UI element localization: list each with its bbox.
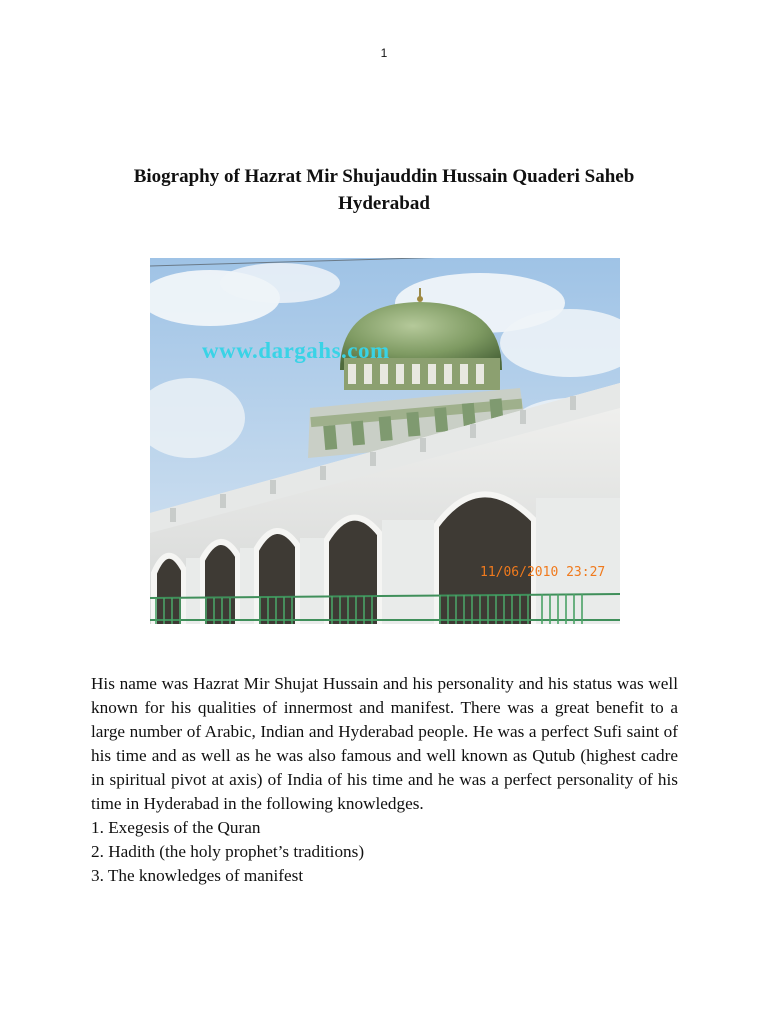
list-item-emphasis: (the holy prophet’s traditions) <box>159 842 365 861</box>
page-number: 1 <box>380 46 388 60</box>
list-item-prefix: 2. Hadith <box>91 842 160 861</box>
list-item: 3. The knowledges of manifest <box>91 866 304 885</box>
biography-paragraph: His name was Hazrat Mir Shujat Hussain and his personality and his status was well known for his qualities of innermost and manifest. There was a great benefit to a large number of Arabic, Indian and Hyderabad people. He was a perfect Sufi saint of his time and as well as he was also famous and well known as Qutub (highest cadre in spiritual pivot at axis) of India of his time and he was a perfect personality of his time in Hyderabad in the following knowledges. <box>91 674 678 813</box>
biography-body <box>91 672 678 888</box>
photo-watermark: www.dargahs.com <box>202 338 390 363</box>
list-item: 1. Exegesis of the Quran <box>91 818 261 837</box>
document-title <box>90 163 678 217</box>
list-item <box>91 840 678 864</box>
title-line-2: Hyderabad <box>338 193 430 214</box>
photo-datestamp: 11/06/2010 23:27 <box>480 565 606 580</box>
dargah-photo <box>150 258 620 624</box>
knowledge-list <box>91 816 678 888</box>
title-line-1: Biography of Hazrat Mir Shujauddin Hussain Quaderi Saheb <box>133 166 635 187</box>
